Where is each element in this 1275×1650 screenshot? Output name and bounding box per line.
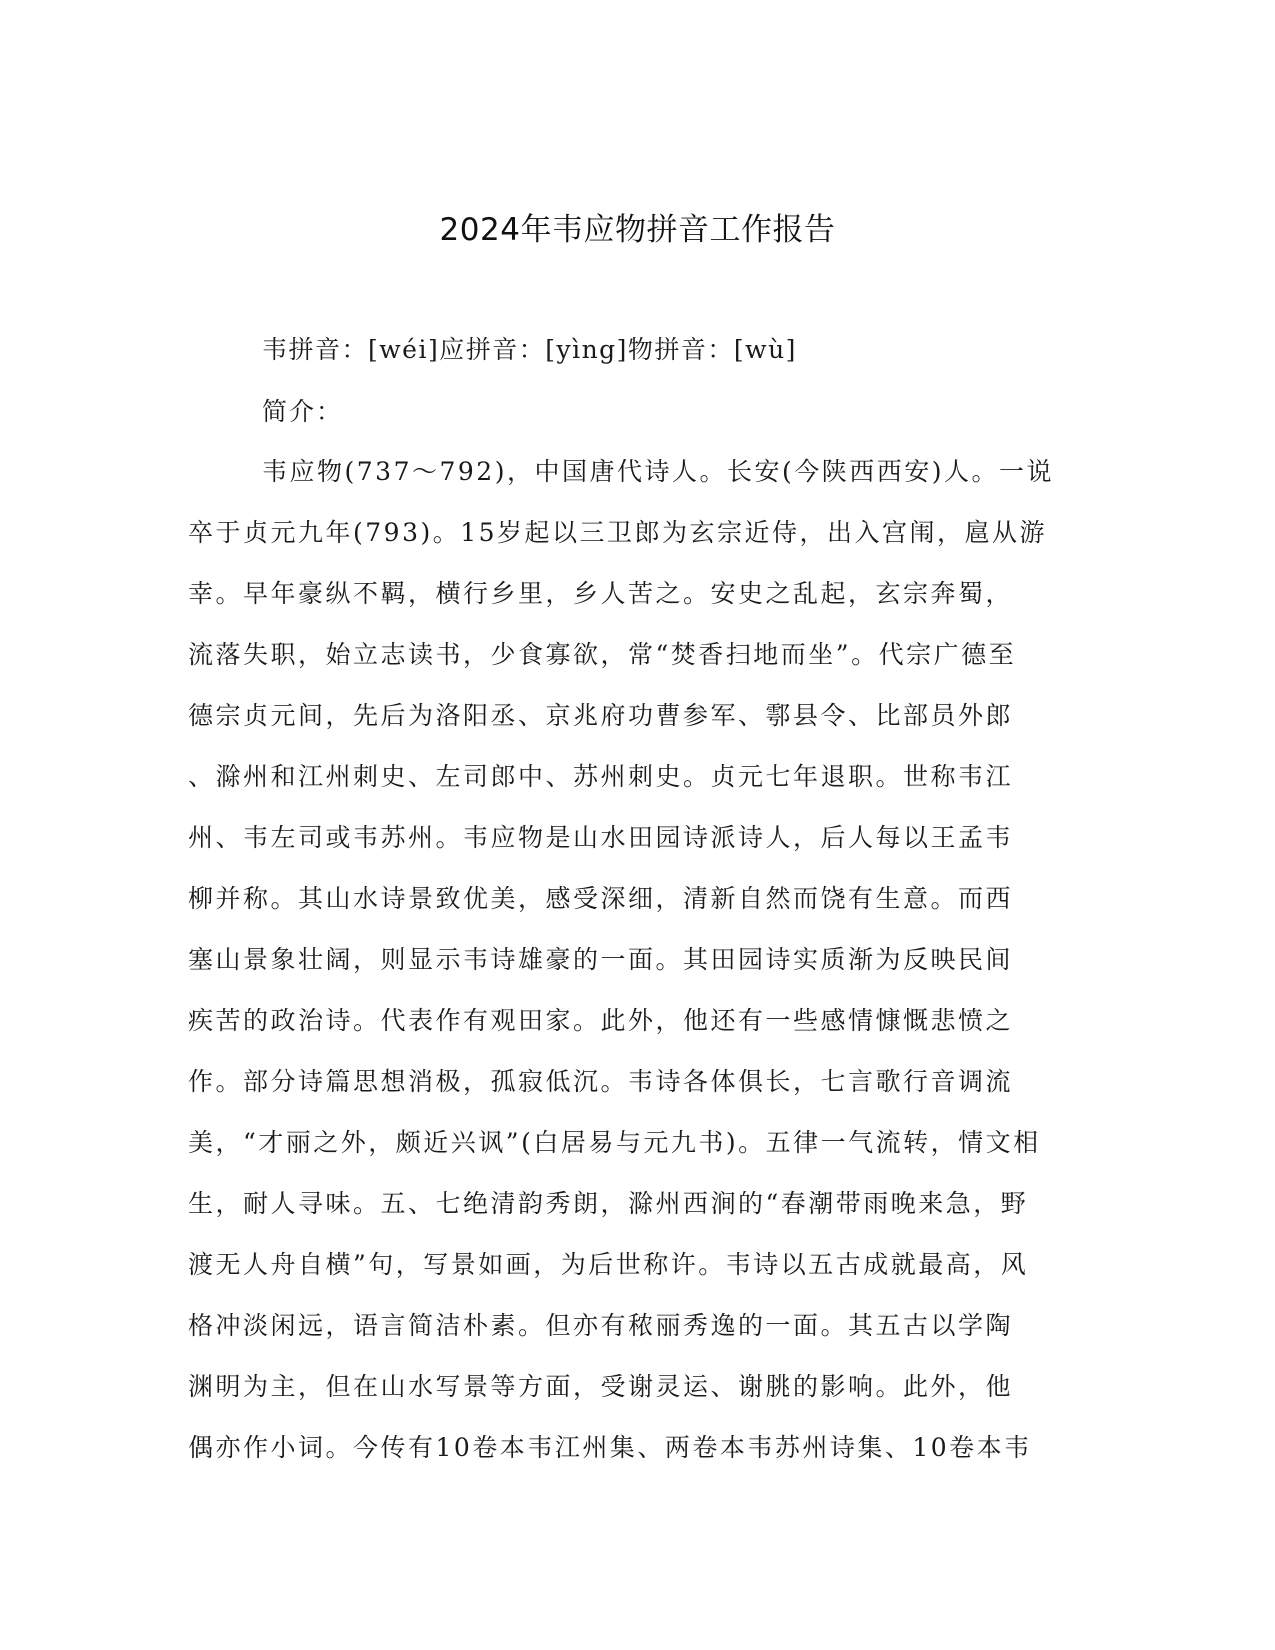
body-line: 偶亦作小词。今传有10卷本韦江州集、两卷本韦苏州诗集、10卷本韦 (188, 1433, 1032, 1462)
body-line: 渊明为主，但在山水写景等方面，受谢灵运、谢朓的影响。此外，他 (188, 1372, 1014, 1401)
intro-label: 简介： (262, 397, 344, 426)
body-line: 州、韦左司或韦苏州。韦应物是山水田园诗派诗人，后人每以王孟韦 (188, 823, 1014, 852)
body-line: 塞山景象壮阔，则显示韦诗雄豪的一面。其田园诗实质渐为反映民间 (188, 945, 1014, 974)
body-line: 韦应物(737～792)，中国唐代诗人。长安(今陕西西安)人。一说 (262, 457, 1054, 486)
body-line: 柳并称。其山水诗景致优美，感受深细，清新自然而饶有生意。而西 (188, 884, 1014, 913)
body-paragraph (188, 452, 1068, 1489)
body-line: 作。部分诗篇思想消极，孤寂低沉。韦诗各体俱长，七言歌行音调流 (188, 1067, 1014, 1096)
body-line: 疾苦的政治诗。代表作有观田家。此外，他还有一些感情慷慨悲愤之 (188, 1006, 1014, 1035)
body-line: 卒于贞元九年(793)。15岁起以三卫郎为玄宗近侍，出入宫闱，扈从游 (188, 518, 1048, 547)
pinyin-line: 韦拼音：[wéi]应拼音：[yìng]物拼音：[wù] (262, 335, 797, 364)
document-title: 2024年韦应物拼音工作报告 (439, 212, 836, 248)
body-line: 美，“才丽之外，颇近兴讽”(白居易与元九书)。五律一气流转，情文相 (188, 1128, 1041, 1157)
body-line: 格冲淡闲远，语言简洁朴素。但亦有秾丽秀逸的一面。其五古以学陶 (188, 1311, 1014, 1340)
body-line: 德宗贞元间，先后为洛阳丞、京兆府功曹参军、鄠县令、比部员外郎 (188, 701, 1014, 730)
body-line: 幸。早年豪纵不羁，横行乡里，乡人苦之。安史之乱起，玄宗奔蜀， (188, 579, 1014, 608)
body-line: 生，耐人寻味。五、七绝清韵秀朗，滁州西涧的“春潮带雨晚来急，野 (188, 1189, 1029, 1218)
body-line: 、滁州和江州刺史、左司郎中、苏州刺史。贞元七年退职。世称韦江 (188, 762, 1014, 791)
body-line: 渡无人舟自横”句，写景如画，为后世称许。韦诗以五古成就最高，风 (188, 1250, 1029, 1279)
body-line: 流落失职，始立志读书，少食寡欲，常“焚香扫地而坐”。代宗广德至 (188, 640, 1017, 669)
